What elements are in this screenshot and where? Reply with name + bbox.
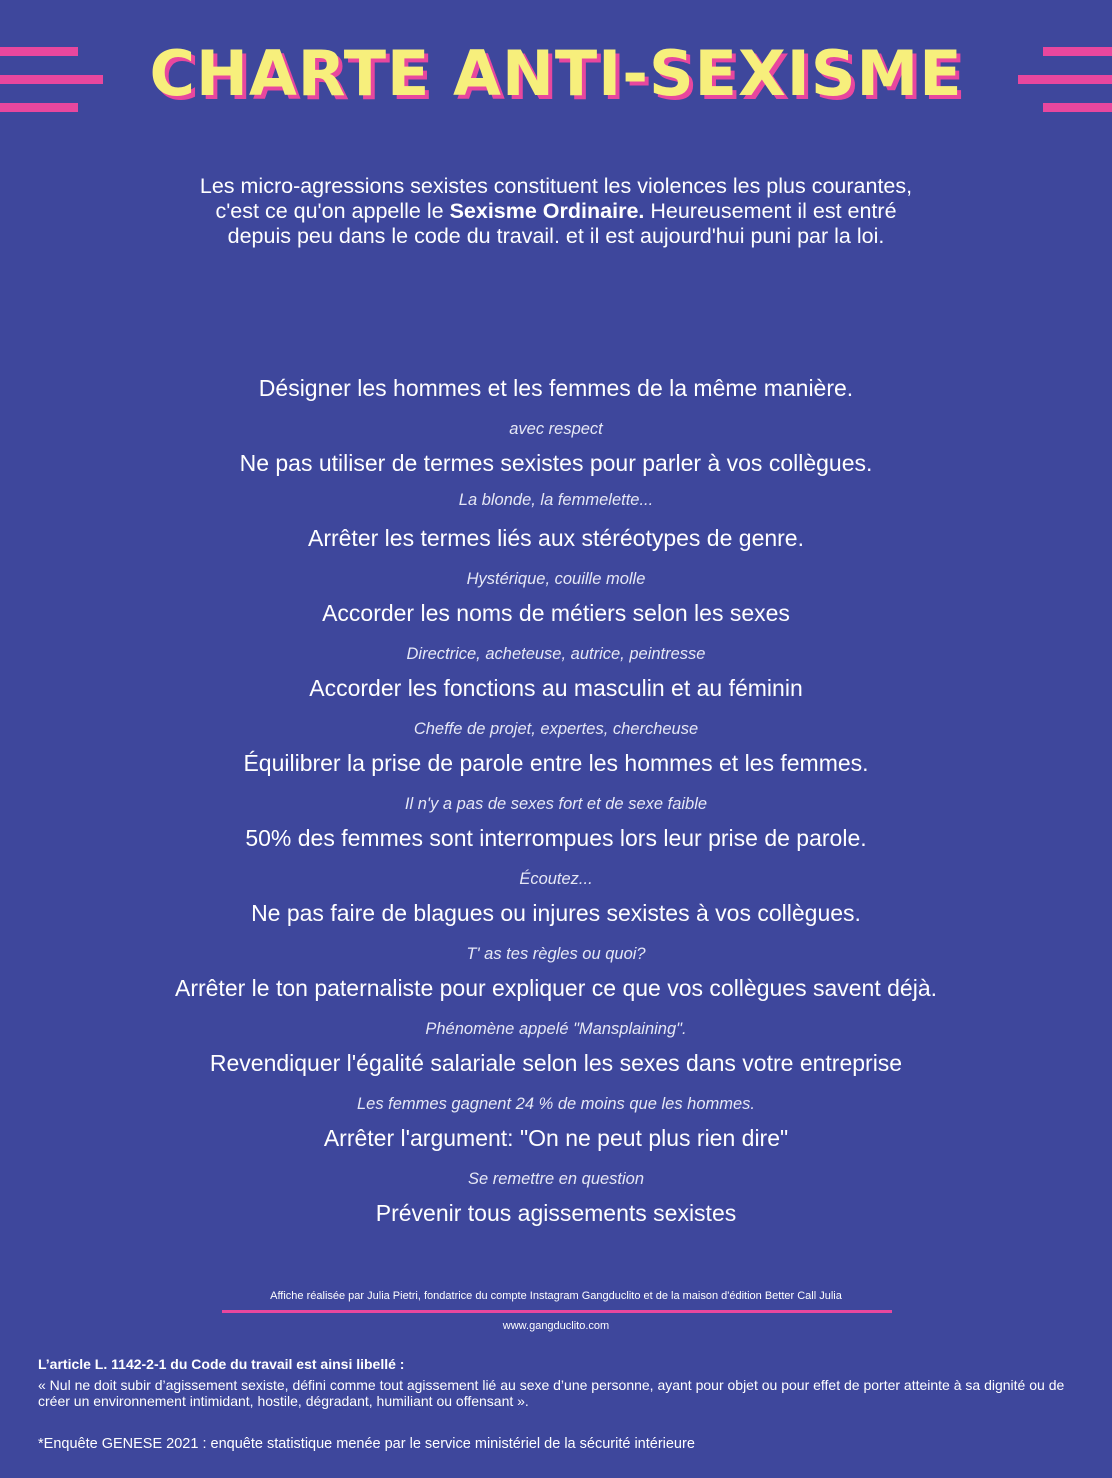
rule-text: Prévenir tous agissements sexistes xyxy=(375,1200,737,1226)
rule-text: Désigner les hommes et les femmes de la même manière. xyxy=(258,375,854,401)
rule-item xyxy=(0,969,1112,1044)
intro-line-2-suffix: Heureusement il est entré xyxy=(644,199,897,223)
rule-text: Équilibrer la prise de parole entre les hommes et les femmes. xyxy=(243,750,869,776)
rule-item xyxy=(0,369,1112,444)
rule-example: Cheffe de projet, expertes, chercheuse xyxy=(413,720,699,738)
page-title: CHARTE ANTI-SEXISME xyxy=(149,37,963,110)
rule-item xyxy=(0,894,1112,969)
rule-item xyxy=(0,819,1112,894)
rule-example: La blonde, la femmelette... xyxy=(458,491,654,509)
rule-item xyxy=(0,1194,1112,1269)
intro-line-2-prefix: c'est ce qu'on appelle le xyxy=(215,199,450,223)
rule-text: 50% des femmes sont interrompues lors leur prise de parole. xyxy=(245,825,867,851)
rule-text: Revendiquer l'égalité salariale selon les sexes dans votre entreprise xyxy=(209,1050,903,1076)
rule-item xyxy=(0,669,1112,744)
poster-credit: Affiche réalisée par Julia Pietri, fondatrice du compte Instagram Gangduclito et de la maison d'édition Better Call Julia xyxy=(270,1290,842,1302)
rule-text: Ne pas faire de blagues ou injures sexistes à vos collègues. xyxy=(251,900,861,926)
rule-text: Arrêter le ton paternaliste pour expliquer ce que vos collègues savent déjà. xyxy=(174,975,937,1001)
intro-paragraph xyxy=(0,174,1112,249)
rule-example: Hystérique, couille molle xyxy=(466,570,646,588)
rule-text: Ne pas utiliser de termes sexistes pour parler à vos collègues. xyxy=(239,450,873,476)
rule-item xyxy=(0,1119,1112,1194)
intro-line-3: depuis peu dans le code du travail. et il est aujourd'hui puni par la loi. xyxy=(227,224,885,248)
footnote: *Enquête GENESE 2021 : enquête statistique menée par le service ministériel de la sécurité intérieure xyxy=(38,1436,695,1452)
website-link[interactable]: www.gangduclito.com xyxy=(502,1320,610,1332)
rule-text: Accorder les fonctions au masculin et au féminin xyxy=(309,675,803,701)
law-heading: L’article L. 1142-2-1 du Code du travail est ainsi libellé : xyxy=(38,1356,405,1372)
rule-example: Il n'y a pas de sexes fort et de sexe faible xyxy=(404,795,708,813)
rule-text: Arrêter les termes liés aux stéréotypes de genre. xyxy=(307,525,804,551)
rule-example: avec respect xyxy=(509,420,603,438)
rule-example: Se remettre en question xyxy=(467,1170,645,1188)
rule-text: Accorder les noms de métiers selon les sexes xyxy=(322,600,790,626)
rule-example: Phénomène appelé "Mansplaining". xyxy=(425,1020,687,1038)
rule-item xyxy=(0,519,1112,594)
rule-item xyxy=(0,444,1112,519)
intro-line-2 xyxy=(0,199,1112,224)
law-text: « Nul ne doit subir d’agissement sexiste, défini comme tout agissement lié au sexe d’une personne, ayant pour objet ou pour effet de porter atteinte à sa dignité ou de créer un environnement intimidant, hostile, dégradant, humiliant ou offensant ». xyxy=(38,1377,1065,1409)
rules-list xyxy=(0,369,1112,1269)
rule-item xyxy=(0,744,1112,819)
rule-example: Écoutez... xyxy=(519,870,593,888)
rule-item xyxy=(0,594,1112,669)
rule-example: Les femmes gagnent 24 % de moins que les hommes. xyxy=(356,1095,756,1113)
intro-bold-term: Sexisme Ordinaire. xyxy=(449,199,645,223)
intro-line-1: Les micro-agressions sexistes constituent les violences les plus courantes, xyxy=(199,174,913,198)
rule-example: Directrice, acheteuse, autrice, peintresse xyxy=(406,645,706,663)
rule-text: Arrêter l'argument: "On ne peut plus rien dire" xyxy=(323,1125,789,1151)
rule-item xyxy=(0,1044,1112,1119)
credit-divider xyxy=(222,1310,892,1313)
rule-example: T' as tes règles ou quoi? xyxy=(466,945,646,963)
